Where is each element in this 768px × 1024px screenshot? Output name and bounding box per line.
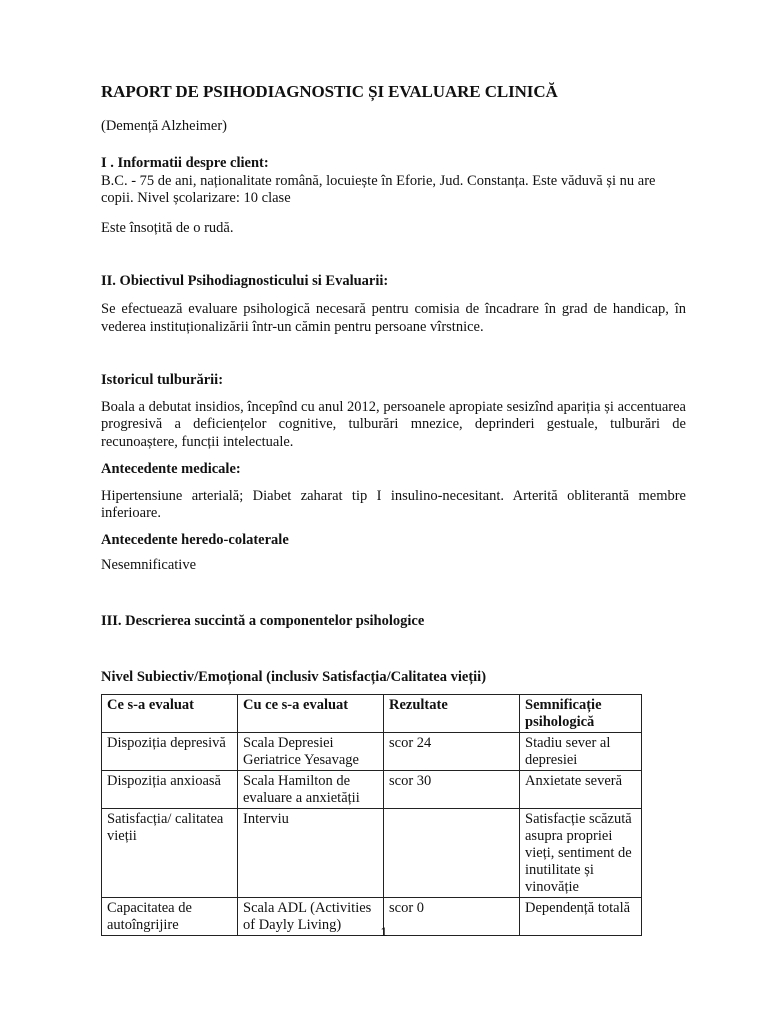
istoric-line2: progresivă a deficiențelor cognitive, tulburări mnezice, deprinderi gestuale, tulburări de (101, 416, 686, 432)
istoric-line1: Boala a debutat insidios, începînd cu anul 2012, persoanele apropiate sesizînd apariția și accentuarea (101, 399, 686, 415)
cell-what: Dispoziția anxioasă (102, 771, 238, 809)
report-subtitle: (Demență Alzheimer) (101, 118, 228, 134)
section2-heading: II. Obiectivul Psihodiagnosticului si Evaluarii: (101, 273, 389, 289)
cell-how: Interviu (238, 809, 384, 898)
antecedente-medicale-line1: Hipertensiune arterială; Diabet zaharat tip I insulino-necesitant. Arterită obliterantă membre (101, 488, 686, 504)
antecedente-heredo-text: Nesemnificative (101, 557, 197, 573)
header-how: Cu ce s-a evaluat (238, 695, 384, 733)
antecedente-medicale-line2: inferioare. (101, 505, 161, 521)
cell-result: scor 24 (384, 733, 520, 771)
page-number: 1 (380, 925, 388, 939)
antecedente-heredo-heading: Antecedente heredo-colaterale (101, 532, 289, 548)
cell-result (384, 809, 520, 898)
cell-what: Satisfacția/ calitatea vieții (102, 809, 238, 898)
cell-result: scor 0 (384, 898, 520, 936)
table-row (102, 771, 642, 809)
cell-meaning: Anxietate severă (520, 771, 642, 809)
istoric-line3: recunoaștere, funcții intelectuale. (101, 434, 294, 450)
evaluation-table (101, 694, 642, 936)
cell-what: Capacitatea de autoîngrijire (102, 898, 238, 936)
cell-how: Scala Depresiei Geriatrice Yesavage (238, 733, 384, 771)
objective-line2: vederea instituționalizării într-un cămin pentru persoane vîrstnice. (101, 319, 484, 335)
istoric-heading: Istoricul tulburării: (101, 372, 224, 388)
section3-heading: III. Descrierea succintă a componentelor psihologice (101, 613, 425, 629)
header-what: Ce s-a evaluat (102, 695, 238, 733)
section1-heading: I . Informatii despre client: (101, 155, 269, 171)
section3-subheading: Nivel Subiectiv/Emoțional (inclusiv Satisfacția/Calitatea vieții) (101, 669, 487, 685)
client-info-line3: Este însoțită de o rudă. (101, 220, 234, 236)
antecedente-medicale-heading: Antecedente medicale: (101, 461, 241, 477)
header-result: Rezultate (384, 695, 520, 733)
cell-what: Dispoziția depresivă (102, 733, 238, 771)
report-title: RAPORT DE PSIHODIAGNOSTIC ȘI EVALUARE CLINICĂ (101, 82, 558, 101)
client-info-line1: B.C. - 75 de ani, naționalitate română, locuiește în Eforie, Jud. Constanța. Este văduvă și nu are (101, 173, 656, 189)
header-meaning: Semnificație psihologică (520, 695, 642, 733)
table-row (102, 809, 642, 898)
cell-meaning: Satisfacție scăzută asupra propriei vieți, sentiment de inutilitate și vinovăție (520, 809, 642, 898)
objective-line1: Se efectuează evaluare psihologică necesară pentru comisia de încadrare în grad de handicap, în (101, 301, 686, 317)
cell-result: scor 30 (384, 771, 520, 809)
client-info-line2: copii. Nivel școlarizare: 10 clase (101, 190, 291, 206)
cell-how: Scala Hamilton de evaluare a anxietății (238, 771, 384, 809)
cell-meaning: Stadiu sever al depresiei (520, 733, 642, 771)
table-row (102, 733, 642, 771)
cell-meaning: Dependență totală (520, 898, 642, 936)
cell-how: Scala ADL (Activities of Dayly Living) (238, 898, 384, 936)
table-header-row (102, 695, 642, 733)
